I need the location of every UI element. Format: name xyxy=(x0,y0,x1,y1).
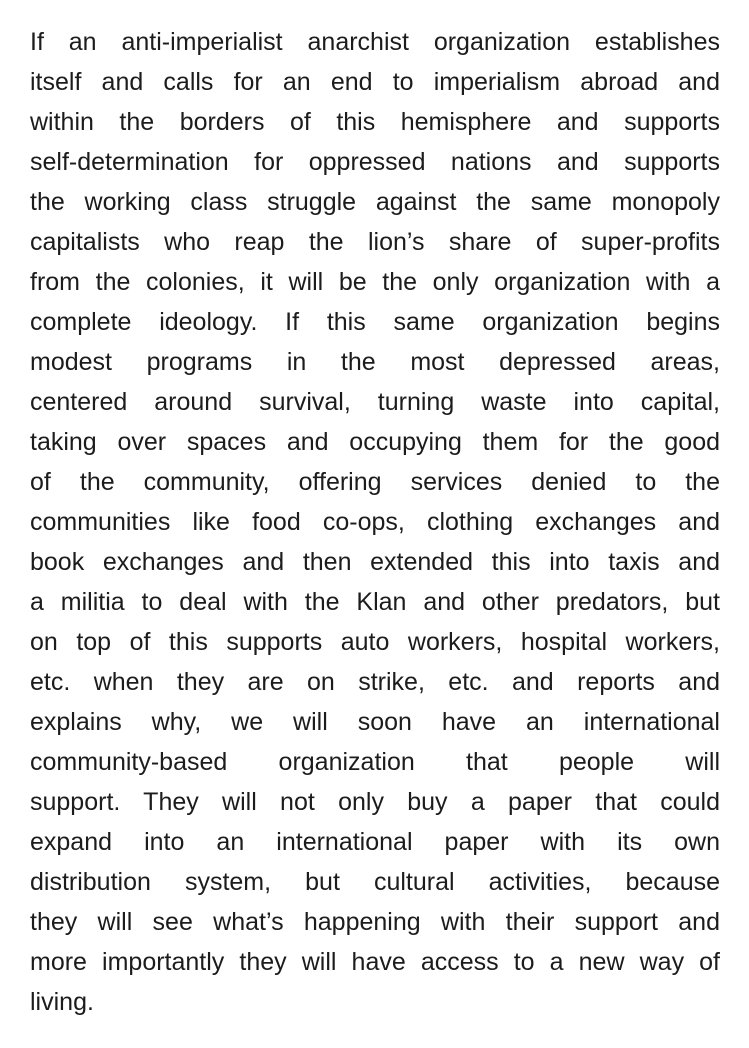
text-line: support. They will not only buy a paper that could xyxy=(30,788,720,816)
text-line: they will see what’s happening with their support and xyxy=(30,908,720,936)
text-line: living. xyxy=(30,988,94,1016)
text-line: self-determination for oppressed nations and supports xyxy=(30,148,720,176)
text-line: explains why, we will soon have an international xyxy=(30,708,720,736)
text-line: expand into an international paper with its own xyxy=(30,828,720,856)
text-line: within the borders of this hemisphere and supports xyxy=(30,108,720,136)
text-line: capitalists who reap the lion’s share of super-profits xyxy=(30,228,720,256)
text-line: distribution system, but cultural activities, because xyxy=(30,868,720,896)
text-line: If an anti-imperialist anarchist organization establishes xyxy=(30,28,720,56)
text-line: of the community, offering services denied to the xyxy=(30,468,720,496)
text-line: book exchanges and then extended this into taxis and xyxy=(30,548,720,576)
text-line: the working class struggle against the same monopoly xyxy=(30,188,720,216)
text-line: complete ideology. If this same organization begins xyxy=(30,308,720,336)
text-line: modest programs in the most depressed areas, xyxy=(30,348,720,376)
text-line: etc. when they are on strike, etc. and reports and xyxy=(30,668,720,696)
text-line: communities like food co-ops, clothing exchanges and xyxy=(30,508,720,536)
text-line: a militia to deal with the Klan and other predators, but xyxy=(30,588,720,616)
article-body xyxy=(30,22,720,1022)
text-line: from the colonies, it will be the only organization with a xyxy=(30,268,720,296)
text-line: taking over spaces and occupying them for the good xyxy=(30,428,720,456)
text-line: more importantly they will have access to a new way of xyxy=(30,948,720,976)
text-line: centered around survival, turning waste into capital, xyxy=(30,388,720,416)
text-line: community-based organization that people will xyxy=(30,748,720,776)
text-line: itself and calls for an end to imperialism abroad and xyxy=(30,68,720,96)
text-line: on top of this supports auto workers, hospital workers, xyxy=(30,628,720,656)
